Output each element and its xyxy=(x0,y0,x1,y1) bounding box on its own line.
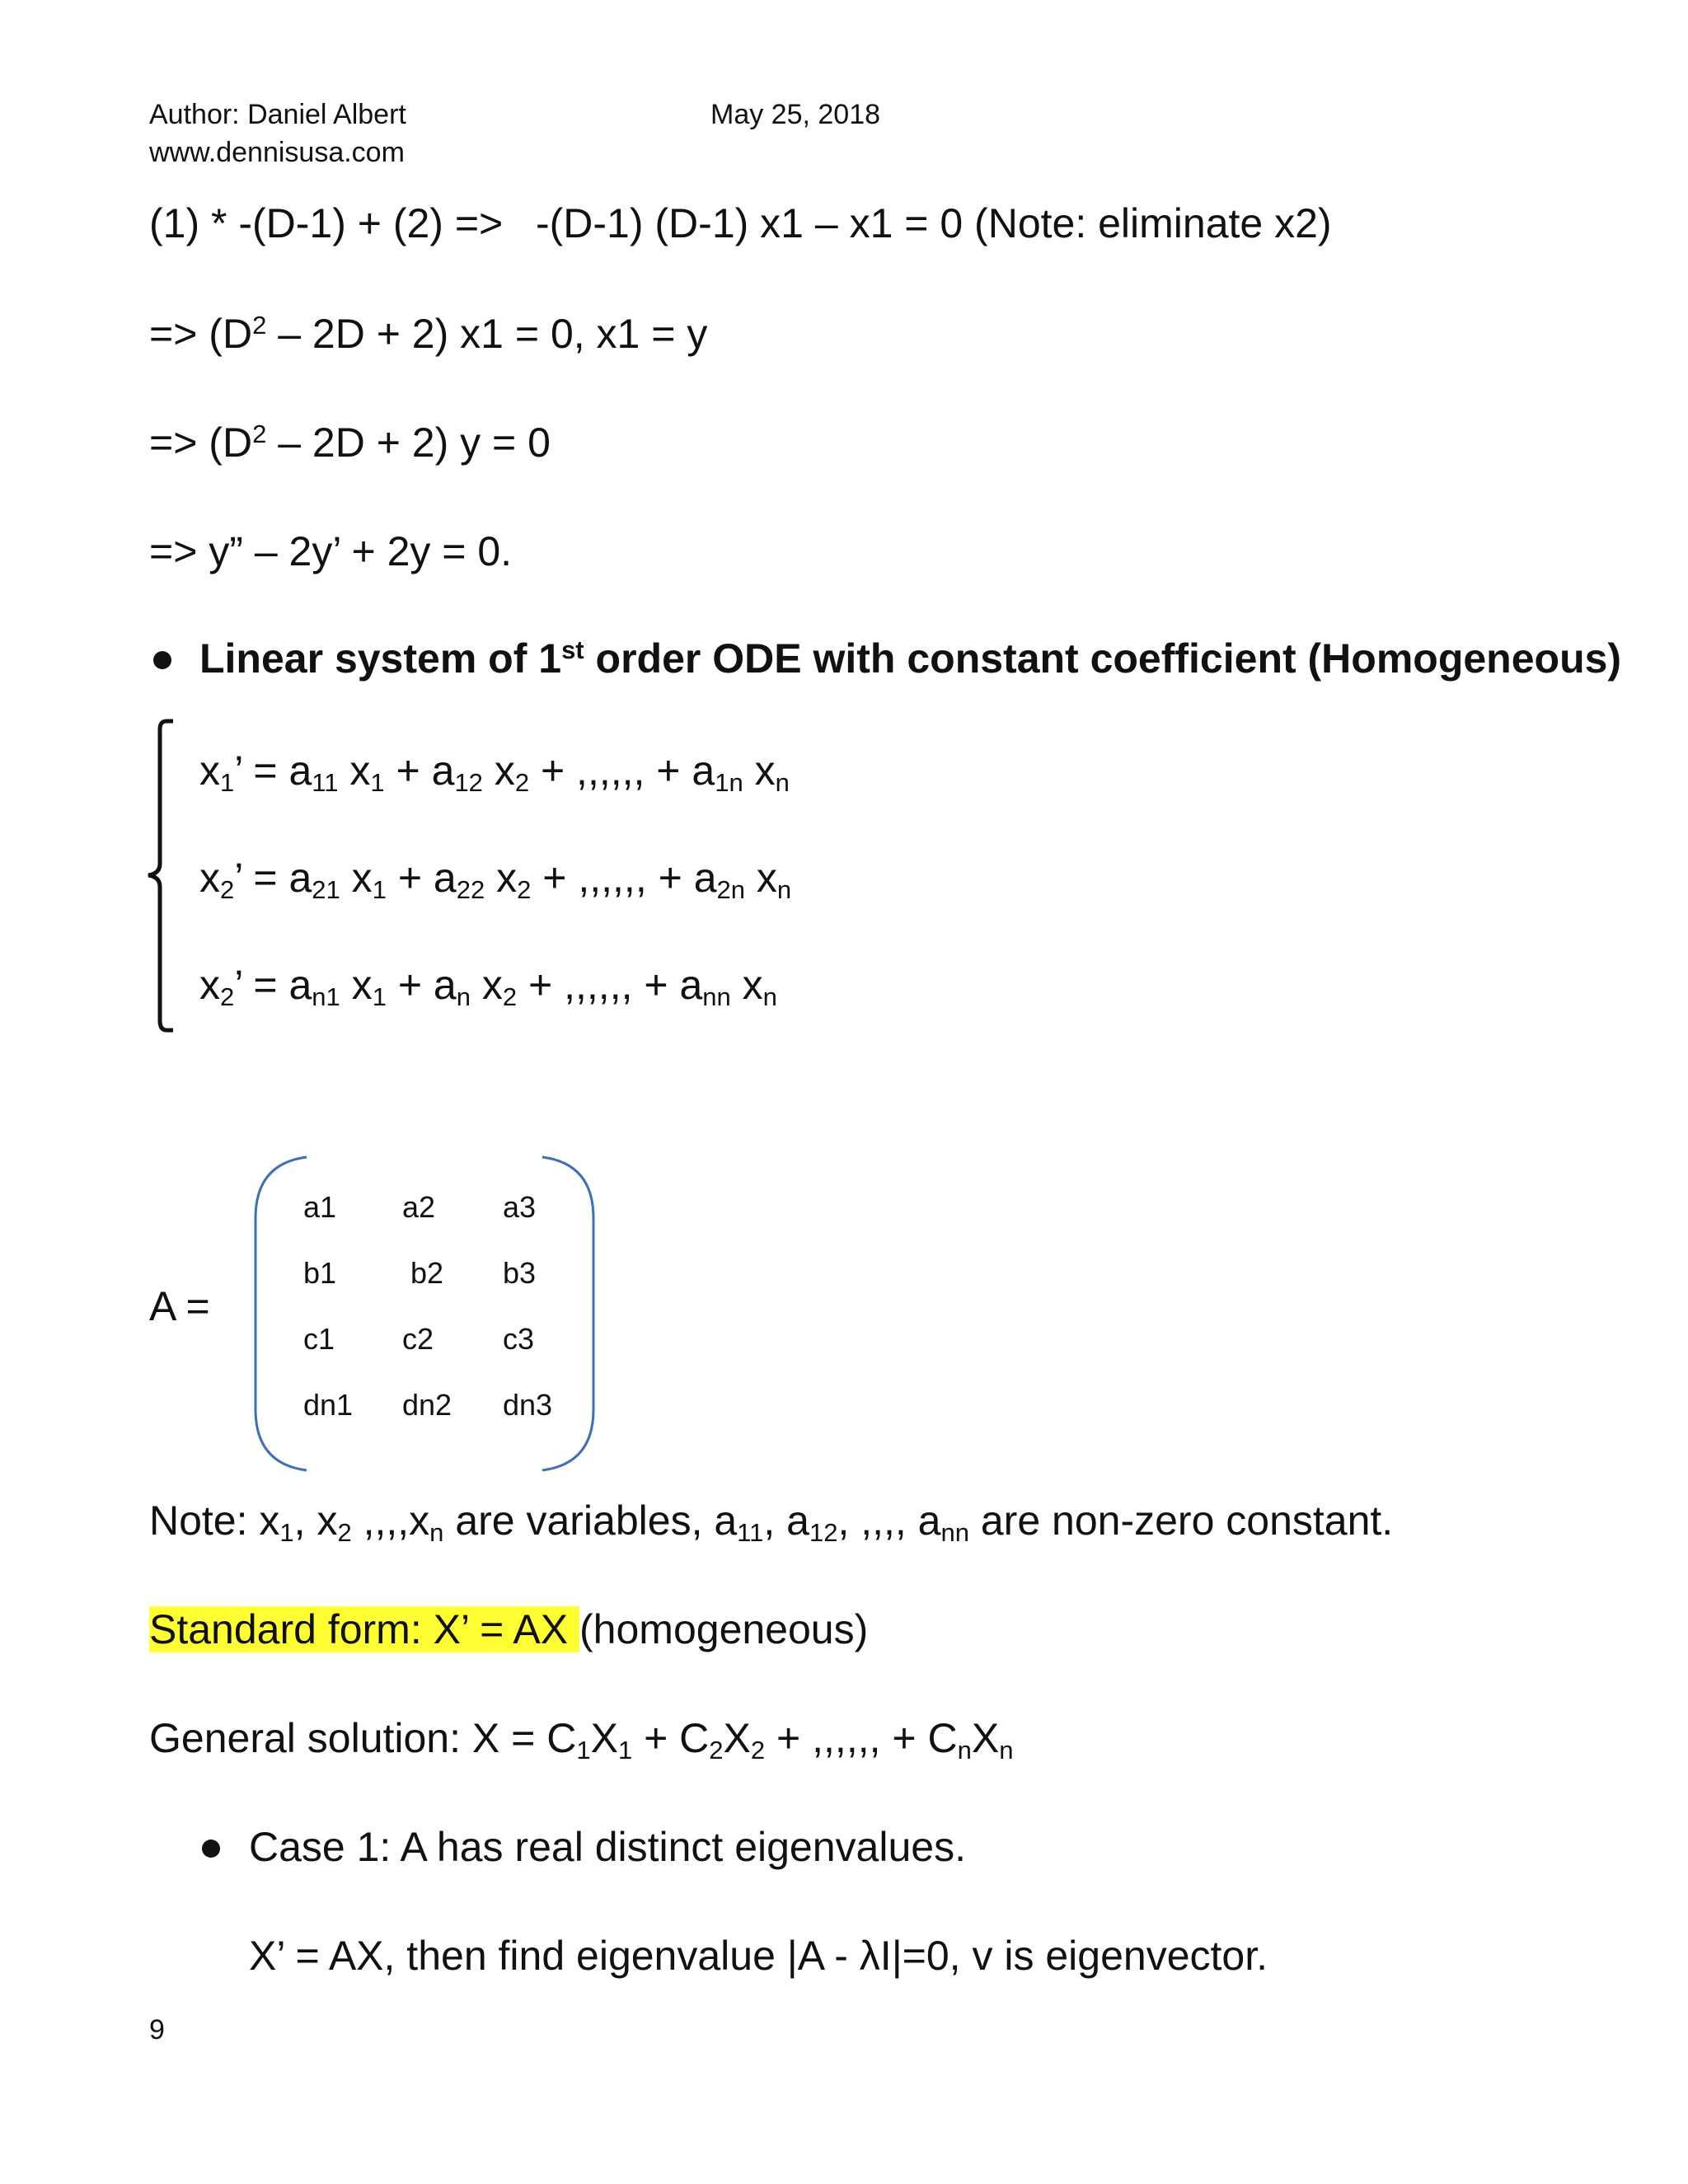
page-number: 9 xyxy=(149,2014,165,2046)
matrix-cell: b2 xyxy=(410,1256,444,1290)
left-curly-brace-icon xyxy=(142,717,199,1034)
matrix-cell: b3 xyxy=(503,1256,537,1290)
derivation-line-1-right: -(D-1) (D-1) x1 – x1 = 0 (Note: eliminate x2) xyxy=(536,200,1332,246)
matrix-cell: a3 xyxy=(503,1190,537,1224)
date-line: May 25, 2018 xyxy=(710,99,881,130)
matrix-cell: dn1 xyxy=(303,1388,354,1422)
standard-form-highlight: Standard form: X’ = AX xyxy=(149,1606,580,1652)
matrix-cell: a2 xyxy=(402,1190,436,1224)
section-heading: Linear system of 1st order ODE with constant coefficient (Homogeneous) xyxy=(199,635,1622,682)
matrix-cell: c3 xyxy=(503,1322,535,1356)
matrix-cell: c1 xyxy=(303,1322,335,1356)
general-solution-line: General solution: $X = C_1X_1 + C_2X_2$ + ,,,,,, + $C_nX_n$ xyxy=(149,1715,1014,1765)
matrix-cell: dn2 xyxy=(402,1388,452,1422)
website-line: www.dennisusa.com xyxy=(149,137,405,168)
system-equation-2: $x_2$’ = $a_{21}$ $x_1 + a_{22}$ $x_2$ + ,,,,,, + $a_{2n}$ $x_n$ xyxy=(199,855,792,904)
matrix-cell: a1 xyxy=(303,1190,337,1224)
case-1-title: Case 1: A has real distinct eigenvalues. xyxy=(249,1824,966,1870)
system-equation-1: $x_1$’ = $a_{11}$ $x_1 + a_{12}$ $x_2$ + ,,,,,, + $a_{1n}$ $x_n$ xyxy=(199,748,790,797)
derivation-line-3: => $(D^2 - 2D + 2) y = 0$ xyxy=(149,419,551,466)
matrix-cell: b1 xyxy=(303,1256,337,1290)
standard-form-line: Standard form: X’ = AX (homogeneous) xyxy=(149,1606,869,1652)
matrix-cell: dn3 xyxy=(503,1388,553,1422)
bullet-icon xyxy=(153,651,171,669)
derivation-line-2: => $(D^2 - 2D + 2) x1 = 0$, x1 = y xyxy=(149,310,708,357)
system-equation-3: $x_2$’ = $a_{n1}$ $x_1 + a_n$ $x_2$ + ,,,,,, + $a_{nn}$ $x_n$ xyxy=(199,962,777,1011)
author-line: Author: Daniel Albert xyxy=(149,99,406,130)
case-1-line: X’ = AX, then find eigenvalue |A - λI|=0, v is eigenvector. xyxy=(249,1933,1268,1979)
matrix-cell: c2 xyxy=(402,1322,434,1356)
bullet-icon xyxy=(202,1840,220,1858)
derivation-line-1-left: (1) * -(D-1) + (2) => xyxy=(149,200,504,246)
note-line: Note: $x_1$, $x_2$ $,,,,x_n$ are variables, $a_{11}$, $a_{12}$, ,,,, $a_{nn}$ are non-zero constant. xyxy=(149,1497,1394,1547)
derivation-line-4: => y” – 2y’ + 2y = 0. xyxy=(149,528,513,574)
matrix-label: A = xyxy=(149,1283,210,1329)
